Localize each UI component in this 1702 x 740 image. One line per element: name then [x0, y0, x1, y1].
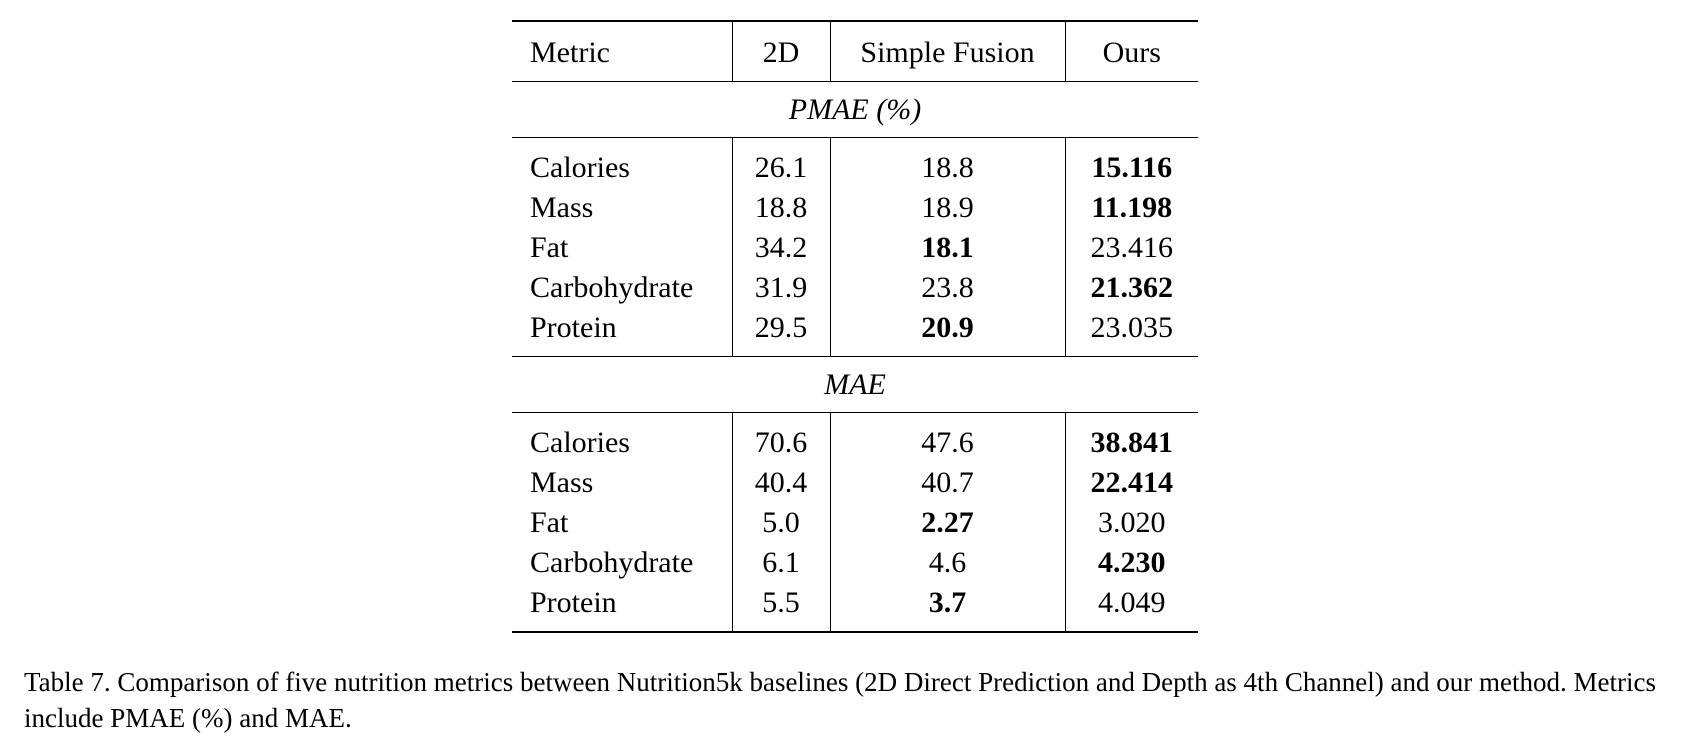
- table-row: [512, 308, 1198, 357]
- cell-simple-fusion: 40.7: [830, 463, 1065, 503]
- cell-2d: 31.9: [732, 268, 830, 308]
- cell-ours: 15.116: [1065, 138, 1198, 189]
- cell-metric: Mass: [530, 191, 594, 224]
- table-row: [512, 413, 1198, 464]
- cell-ours: 11.198: [1065, 188, 1198, 228]
- cell-ours: 23.416: [1065, 228, 1198, 268]
- cell-ours: 21.362: [1065, 268, 1198, 308]
- cell-metric: Carbohydrate: [530, 271, 694, 304]
- table-row: [512, 463, 1198, 503]
- section-title: PMAE (%): [512, 82, 1198, 138]
- cell-ours: 23.035: [1065, 308, 1198, 357]
- cell-metric: Calories: [530, 426, 630, 459]
- table-row: [512, 543, 1198, 583]
- cell-metric: Calories: [530, 151, 630, 184]
- cell-simple-fusion: 23.8: [830, 268, 1065, 308]
- section-title: MAE: [512, 357, 1198, 413]
- cell-2d: 5.0: [732, 503, 830, 543]
- cell-ours: 3.020: [1065, 503, 1198, 543]
- cell-simple-fusion: 18.8: [830, 138, 1065, 189]
- table-row: [512, 503, 1198, 543]
- cell-metric: Protein: [530, 311, 617, 344]
- cell-simple-fusion: 18.9: [830, 188, 1065, 228]
- section-header-row: [512, 357, 1198, 413]
- results-table-container: [512, 20, 1198, 633]
- cell-ours: 4.230: [1065, 543, 1198, 583]
- cell-ours: 4.049: [1065, 583, 1198, 632]
- table-row: [512, 583, 1198, 632]
- table-caption: Table 7. Comparison of five nutrition metrics between Nutrition5k baselines (2D Direct Prediction and Depth as 4th Channel) and our method. Metrics include PMAE (%) and MAE.: [24, 667, 1656, 733]
- cell-2d: 34.2: [732, 228, 830, 268]
- cell-simple-fusion: 47.6: [830, 413, 1065, 464]
- table-row: [512, 228, 1198, 268]
- cell-simple-fusion: 20.9: [830, 308, 1065, 357]
- cell-simple-fusion: 18.1: [830, 228, 1065, 268]
- cell-metric: Protein: [512, 583, 732, 632]
- results-table: [512, 20, 1198, 633]
- table-header-row: [512, 21, 1198, 82]
- cell-metric: Fat: [530, 506, 569, 539]
- table-row: [512, 268, 1198, 308]
- cell-metric: Fat: [530, 231, 569, 264]
- cell-2d: 26.1: [732, 138, 830, 189]
- header-metric: Metric: [512, 21, 732, 82]
- cell-2d: 18.8: [732, 188, 830, 228]
- header-simple-fusion: Simple Fusion: [830, 21, 1065, 82]
- cell-simple-fusion: 4.6: [830, 543, 1065, 583]
- table-row: [512, 138, 1198, 189]
- header-ours: Ours: [1065, 21, 1198, 82]
- cell-ours: 38.841: [1065, 413, 1198, 464]
- cell-ours: 22.414: [1065, 463, 1198, 503]
- cell-2d: 6.1: [732, 543, 830, 583]
- cell-2d: 70.6: [732, 413, 830, 464]
- cell-simple-fusion: 3.7: [830, 583, 1065, 632]
- section-header-row: [512, 82, 1198, 138]
- cell-simple-fusion: 2.27: [830, 503, 1065, 543]
- table-row: [512, 188, 1198, 228]
- cell-metric: Mass: [530, 466, 594, 499]
- cell-2d: 5.5: [732, 583, 830, 632]
- cell-2d: 40.4: [732, 463, 830, 503]
- cell-metric: Carbohydrate: [530, 546, 694, 579]
- header-2d: 2D: [732, 21, 830, 82]
- cell-2d: 29.5: [732, 308, 830, 357]
